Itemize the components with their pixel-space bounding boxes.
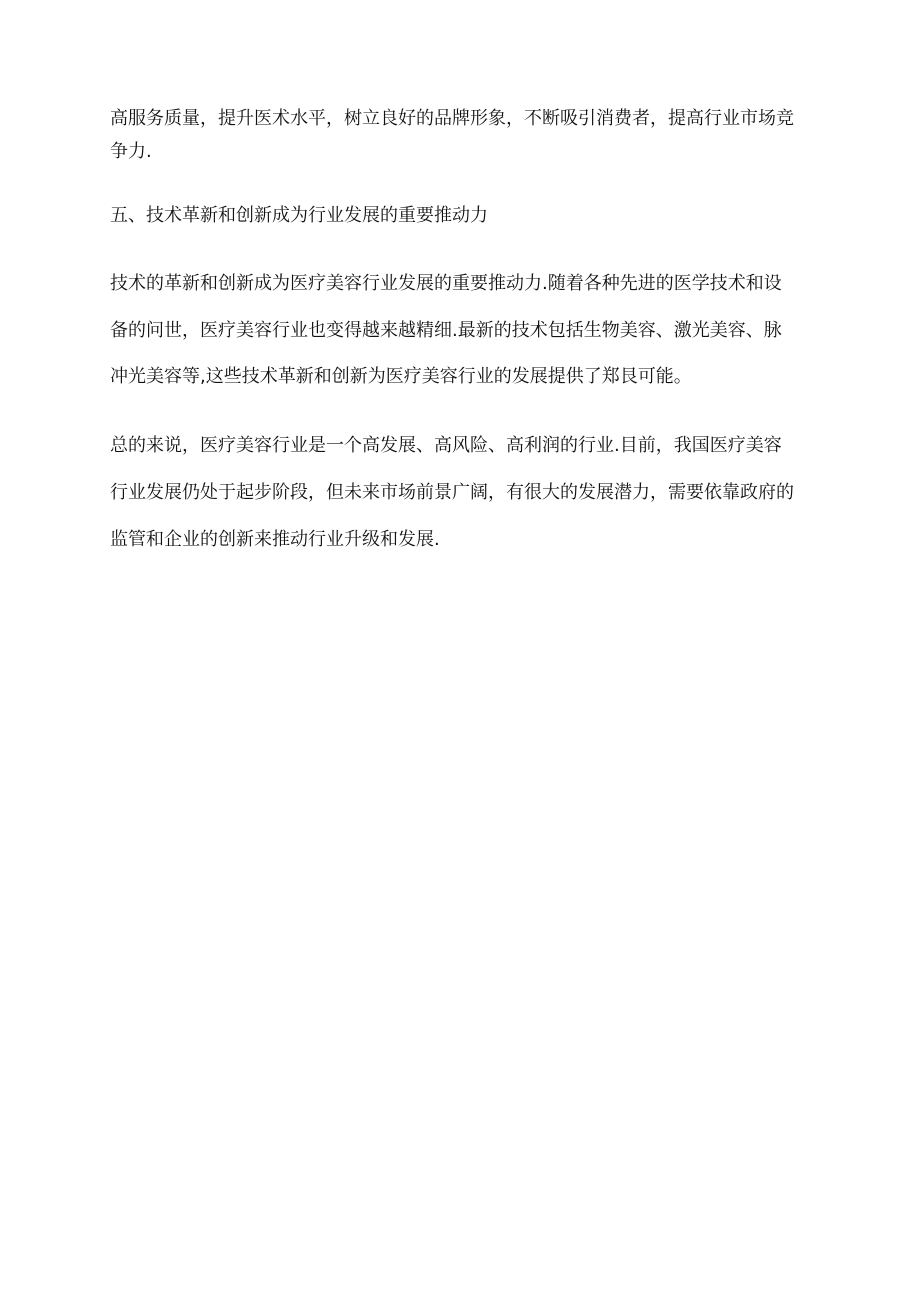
- paragraph-line-8: 监管和企业的创新来推动行业升级和发展.: [110, 529, 440, 550]
- paragraph-line-6: 总的来说，医疗美容行业是一个高发展、高风险、高利润的行业.目前，我国医疗美容: [110, 435, 782, 456]
- paragraph-line-4: 备的问世，医疗美容行业也变得越来越精细.最新的技术包括生物美容、激光美容、脉: [110, 320, 782, 341]
- paragraph-line-7: 行业发展仍处于起步阶段，但未来市场前景广阔，有很大的发展潜力，需要依靠政府的: [110, 482, 794, 503]
- paragraph-line-3: 技术的革新和创新成为医疗美容行业发展的重要推动力.随着各种先进的医学技术和设: [110, 273, 782, 294]
- paragraph-line-2: 争力.: [110, 141, 152, 162]
- paragraph-line-5: 冲光美容等,这些技术革新和创新为医疗美容行业的发展提供了郑艮可能。: [110, 366, 692, 387]
- paragraph-line-1: 高服务质量，提升医术水平，树立良好的品牌形象，不断吸引消费者，提高行业市场竞: [110, 108, 794, 129]
- section-heading: 五、技术革新和创新成为行业发展的重要推动力: [110, 205, 488, 226]
